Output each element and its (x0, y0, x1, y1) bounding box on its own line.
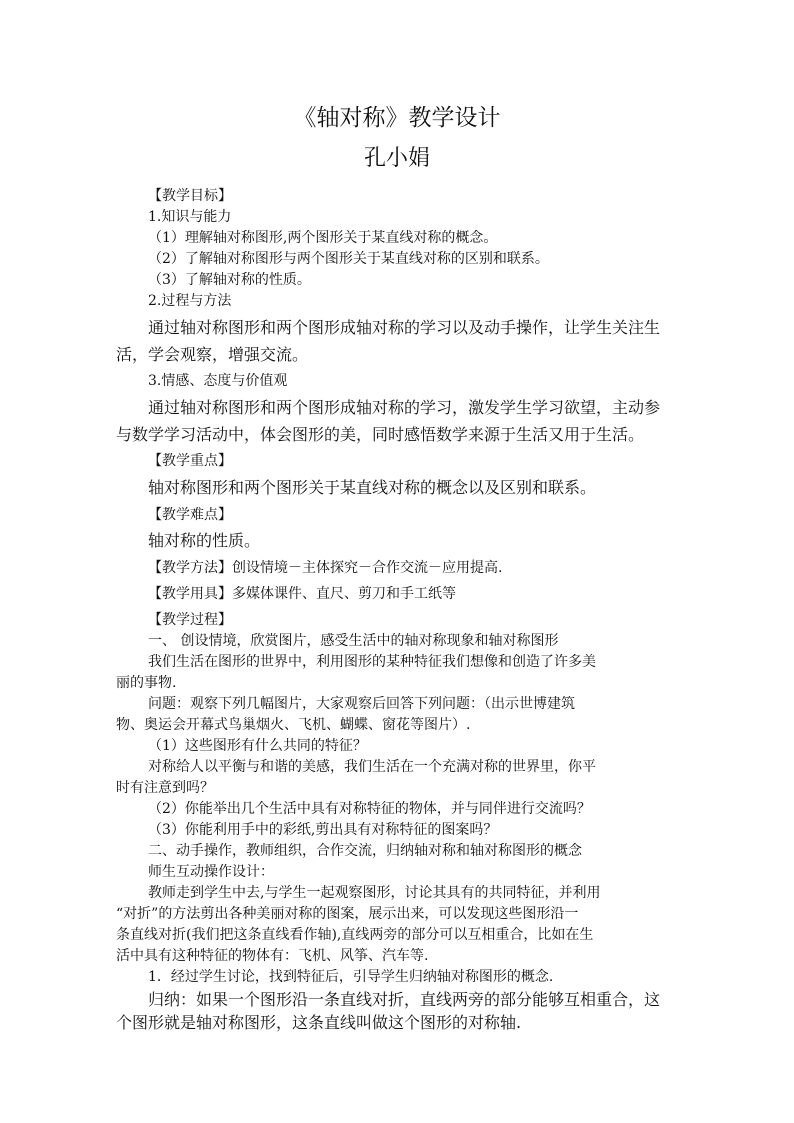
subsection-heading: 2.过程与方法 (148, 293, 232, 309)
section-heading-process: 【教学过程】 (148, 612, 232, 628)
subsection-heading: 3.情感、态度与价值观 (148, 373, 288, 389)
paragraph-line: 对称给人以平衡与和谐的美感，我们生活在一个充满对称的世界里，你平 (148, 759, 596, 775)
paragraph-line: 活，学会观察，增强交流。 (116, 345, 309, 364)
paragraph-line: 我们生活在图形的世界中，利用图形的某种特征我们想像和创造了许多美 (148, 654, 596, 670)
step-heading: 一、 创设情境，欣赏图片，感受生活中的轴对称现象和轴对称图形 (148, 633, 559, 649)
paragraph-line: 归纳：如果一个图形沿一条直线对折，直线两旁的部分能够互相重合，这 (148, 990, 661, 1009)
section-heading-difficulties: 【教学难点】 (148, 507, 232, 523)
paragraph-line: 通过轴对称图形和两个图形成轴对称的学习以及动手操作，让学生关注生 (148, 318, 661, 337)
paragraph-line: 轴对称图形和两个图形关于某直线对称的概念以及区别和联系。 (148, 478, 597, 497)
paragraph-line: 物、奥运会开幕式鸟巢烟火、飞机、蝴蝶、窗花等图片）. (116, 717, 471, 733)
list-item: （3）了解轴对称的性质。 (148, 272, 311, 288)
paragraph-line: 轴对称的性质。 (148, 531, 261, 550)
document-author: 孔小娟 (363, 146, 430, 171)
paragraph-line: 时有注意到吗？ (116, 780, 214, 796)
paragraph-line: 个图形就是轴对称图形，这条直线叫做这个图形的对称轴. (116, 1013, 522, 1032)
paragraph-line: 师生互动操作设计： (148, 864, 274, 880)
section-heading-key-points: 【教学重点】 (148, 453, 232, 469)
paragraph-line: 丽的事物. (116, 675, 177, 691)
paragraph-line: 1．经过学生讨论，找到特征后，引导学生归纳轴对称图形的概念. (148, 969, 554, 985)
question-item: （1）这些图形有什么共同的特征？ (148, 738, 367, 754)
document-title: 《轴对称》教学设计 (293, 105, 501, 131)
paragraph-line: 问题：观察下列几幅图片，大家观察后回答下列问题：（出示世博建筑 (148, 696, 575, 712)
paragraph-line: 活中具有这种特征的物体有：飞机、风筝、汽车等. (116, 948, 429, 964)
question-item: （2）你能举出几个生活中具有对称特征的物体，并与同伴进行交流吗？ (148, 801, 591, 817)
paragraph-line: “对折”的方法剪出各种美丽对称的图案，展示出来，可以发现这些图形沿一 (116, 906, 579, 922)
section-heading-tools: 【教学用具】多媒体课件、直尺、剪刀和手工纸等 (148, 586, 456, 602)
section-heading-methods: 【教学方法】创设情境－主体探究－合作交流－应用提高. (148, 560, 503, 576)
step-heading: 二、动手操作，教师组织，合作交流，归纳轴对称和轴对称图形的概念 (148, 843, 582, 859)
paragraph-line: 通过轴对称图形和两个图形成轴对称的学习，激发学生学习欲望，主动参 (148, 398, 661, 417)
paragraph-line: 与数学学习活动中，体会图形的美，同时感悟数学来源于生活又用于生活。 (116, 425, 645, 444)
list-item: （1）理解轴对称图形,两个图形关于某直线对称的概念。 (148, 230, 498, 246)
paragraph-line: 教师走到学生中去,与学生一起观察图形，讨论其具有的共同特征，并利用 (148, 885, 601, 901)
question-item: （3）你能利用手中的彩纸,剪出具有对称特征的图案吗？ (148, 822, 498, 838)
list-item: （2）了解轴对称图形与两个图形关于某直线对称的区别和联系。 (148, 251, 549, 267)
subsection-heading: 1.知识与能力 (148, 209, 232, 225)
paragraph-line: 条直线对折(我们把这条直线看作轴),直线两旁的部分可以互相重合，比如在生 (116, 927, 594, 943)
section-heading-objectives: 【教学目标】 (148, 188, 232, 204)
